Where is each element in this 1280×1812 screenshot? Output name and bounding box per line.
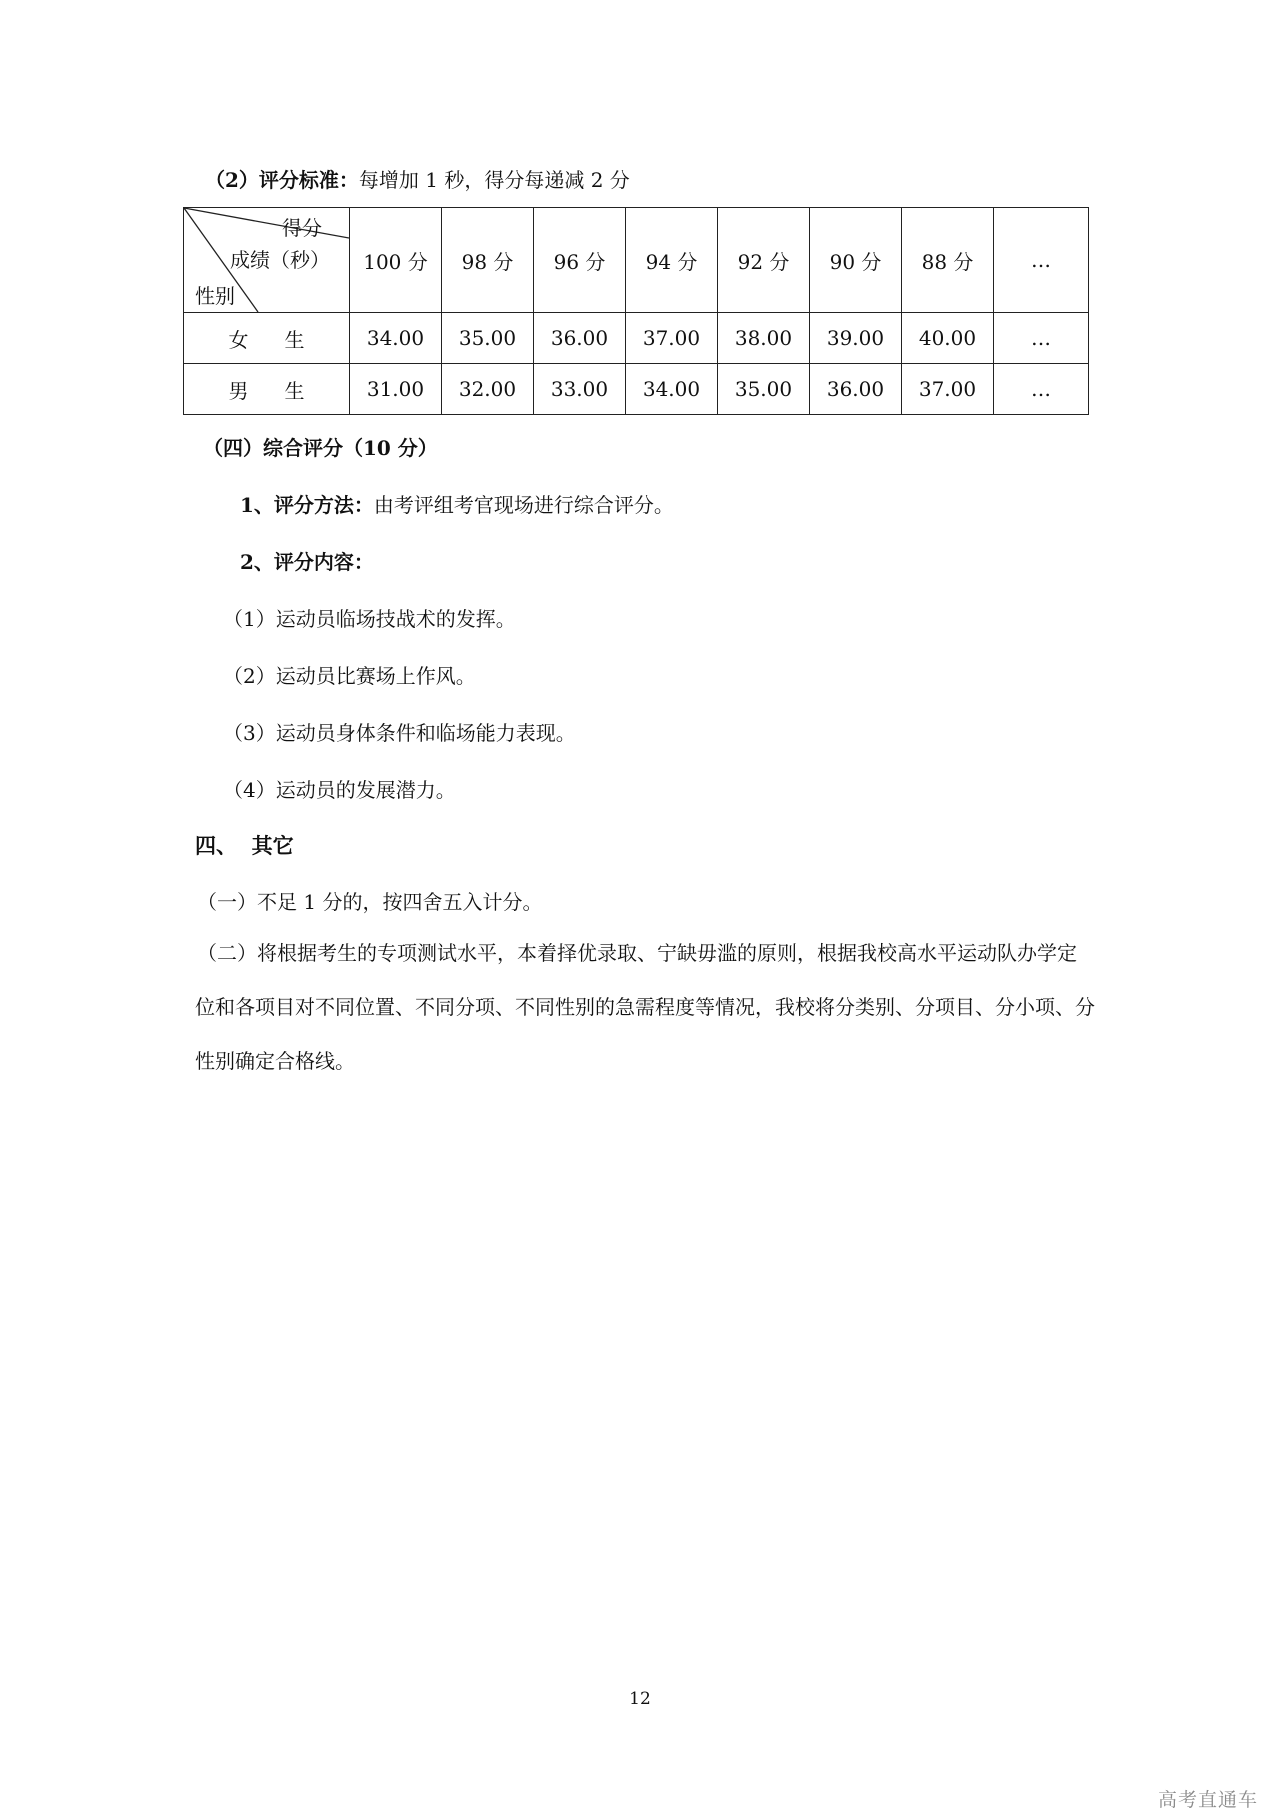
table-cell: 39.00 — [810, 313, 902, 364]
sex-label: 男 — [228, 378, 249, 403]
score-header-cell: 88 分 — [902, 208, 994, 313]
score-header-cell: 90 分 — [810, 208, 902, 313]
table-header-row — [184, 208, 1089, 313]
table-cell: 40.00 — [902, 313, 994, 364]
table-cell: 36.00 — [810, 364, 902, 415]
corner-label-result: 成绩（秒） — [230, 248, 330, 272]
list-item: （4）运动员的发展潜力。 — [223, 778, 456, 802]
other-heading: 四、 其它 — [195, 833, 294, 858]
sex-cell — [184, 364, 350, 415]
table-cell: 38.00 — [718, 313, 810, 364]
scoring-standard-line — [205, 166, 630, 194]
list-item: （2）运动员比赛场上作风。 — [223, 664, 476, 688]
sex-label: 生 — [284, 378, 305, 403]
scoring-standard-label: （2）评分标准： — [205, 168, 359, 192]
score-header-cell: … — [994, 208, 1089, 313]
other-item-1: （一）不足 1 分的，按四舍五入计分。 — [197, 890, 543, 914]
sex-label: 生 — [284, 327, 305, 352]
table-cell: 36.00 — [534, 313, 626, 364]
table-cell: 35.00 — [718, 364, 810, 415]
score-header-cell: 92 分 — [718, 208, 810, 313]
corner-label-sex: 性别 — [195, 284, 235, 308]
table-row-male — [184, 364, 1089, 415]
table-cell: 33.00 — [534, 364, 626, 415]
list-item: （1）运动员临场技战术的发挥。 — [223, 607, 516, 631]
score-table — [183, 207, 1089, 415]
watermark-text: 高考直通车 — [1157, 1789, 1258, 1811]
sex-label: 女 — [228, 327, 249, 352]
section-heading: （四）综合评分（10 分） — [203, 436, 438, 460]
sex-cell — [184, 313, 350, 364]
page-number: 12 — [629, 1689, 651, 1709]
score-header-cell: 100 分 — [350, 208, 442, 313]
corner-label-score: 得分 — [282, 216, 322, 240]
table-cell: 37.00 — [902, 364, 994, 415]
method-label: 1、评分方法： — [240, 493, 374, 517]
diagonal-header-cell — [184, 208, 350, 313]
score-header-cell: 96 分 — [534, 208, 626, 313]
other-item-2: （二）将根据考生的专项测试水平，本着择优录取、宁缺毋滥的原则，根据我校高水平运动队办学定位和各项目对不同位置、不同分项、不同性别的急需程度等情况，我校将分类别、分项目、分小项、分性别确定合格线。 — [195, 941, 1095, 1073]
scoring-standard-text: 每增加 1 秒，得分每递减 2 分 — [358, 168, 630, 192]
score-header-cell: 98 分 — [442, 208, 534, 313]
table-cell: 34.00 — [350, 313, 442, 364]
table-cell: 35.00 — [442, 313, 534, 364]
content-label: 2、评分内容： — [240, 550, 374, 574]
table-cell: 37.00 — [626, 313, 718, 364]
table-cell: … — [994, 313, 1089, 364]
method-text: 由考评组考官现场进行综合评分。 — [373, 493, 674, 517]
table-cell: 34.00 — [626, 364, 718, 415]
table-cell: 32.00 — [442, 364, 534, 415]
method-line — [240, 491, 674, 519]
table-cell: 31.00 — [350, 364, 442, 415]
table-row-female — [184, 313, 1089, 364]
list-item: （3）运动员身体条件和临场能力表现。 — [223, 721, 576, 745]
score-header-cell: 94 分 — [626, 208, 718, 313]
table-cell: … — [994, 364, 1089, 415]
